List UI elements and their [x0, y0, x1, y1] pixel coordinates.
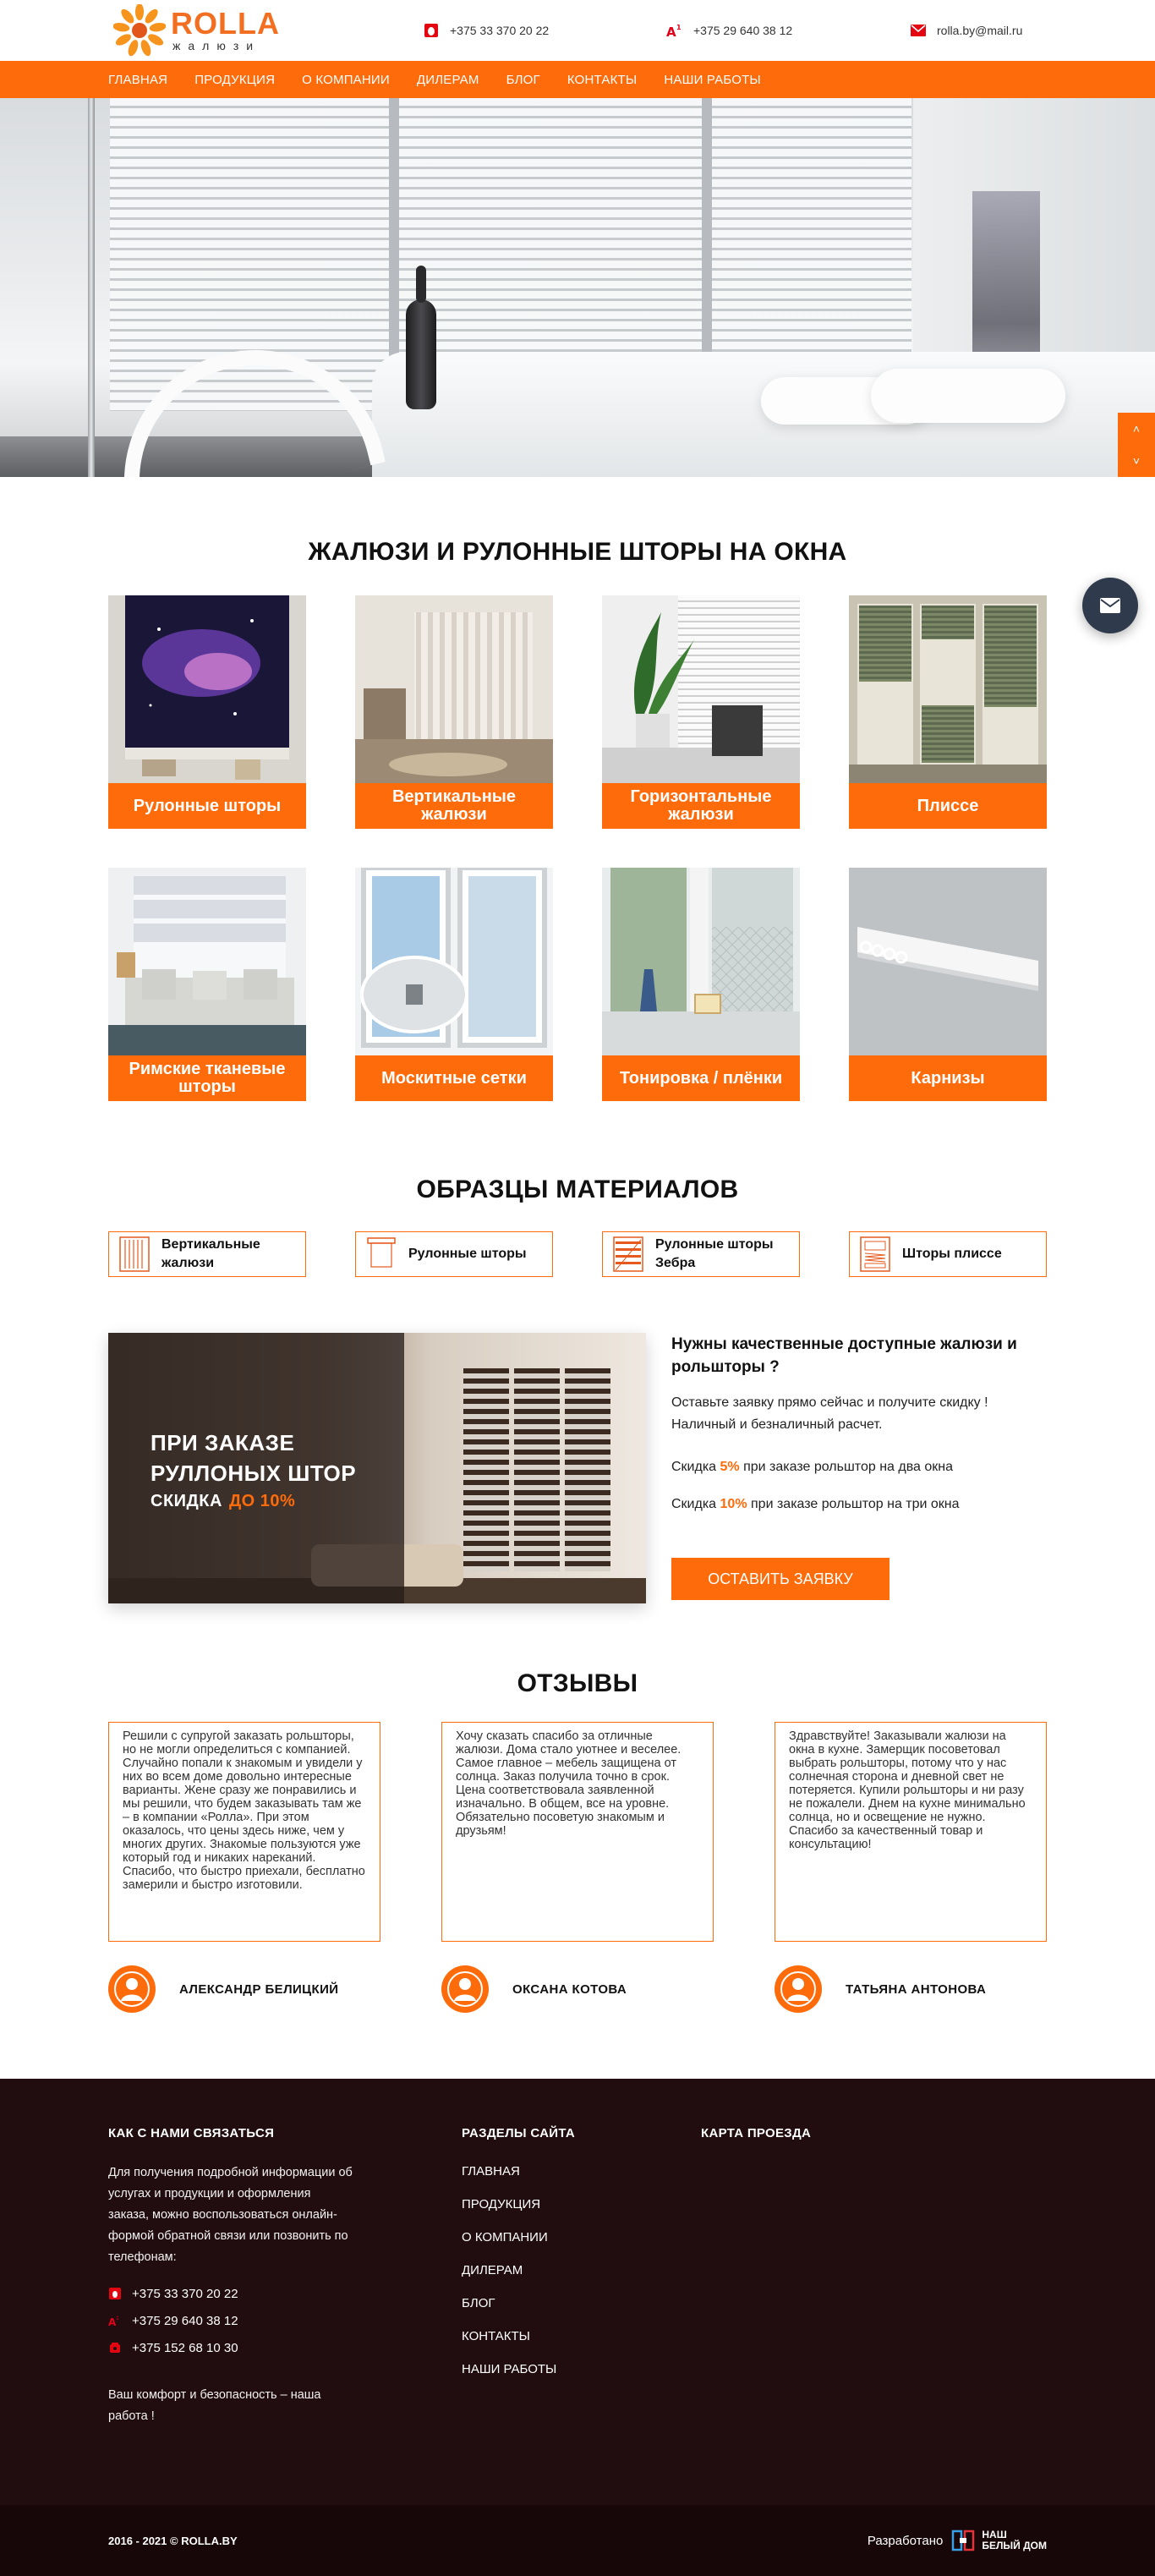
avatar-icon [775, 1965, 822, 2013]
footer-link-dealers[interactable]: ДИЛЕРАМ [462, 2263, 523, 2277]
discount-value: 5% [720, 1460, 740, 1474]
product-card-label: Карнизы [849, 1055, 1047, 1101]
slider-up-arrow-icon[interactable]: ˄ [1132, 422, 1141, 436]
review-text: Здравствуйте! Заказывали жалюзи на окна в кухне. Замерщик посоветовал выбрать рольшторы, потому что у нас солнечная сторона и дневной свет не потеряется. Купили рольшторы и ни разу не пожалели. Днем на кухне минимально солнца, но и освещение не нужно. Спасибо за качественный товар и консультацию! [775, 1722, 1047, 1942]
product-card-label: Москитные сетки [355, 1055, 553, 1101]
mail-icon [910, 22, 927, 39]
samples-section [0, 1176, 1155, 1277]
promo-discount-value: ДО 10% [228, 1492, 296, 1510]
promo-discount-label: СКИДКА [151, 1492, 222, 1510]
product-card-horizontal[interactable] [602, 595, 800, 829]
footer-sections-title: РАЗДЕЛЫ САЙТА [462, 2126, 576, 2140]
roman-blinds-image [108, 868, 306, 1055]
product-card-roller[interactable] [108, 595, 306, 829]
promo-description: Оставьте заявку прямо сейчас и получите скидку ! Наличный и безналичный расчет. [671, 1395, 988, 1432]
sample-vertical[interactable] [108, 1231, 306, 1277]
footer-map [701, 2126, 811, 2427]
slider-controls [1118, 413, 1155, 477]
zebra-blinds-icon [613, 1236, 643, 1272]
svg-text:A: A [666, 25, 676, 38]
footer-phones [108, 2280, 462, 2361]
review-author-name: АЛЕКСАНДР БЕЛИЦКИЙ [179, 1981, 339, 1997]
footer-phone-mts[interactable] [108, 2280, 462, 2307]
footer-phone-a1[interactable] [108, 2307, 462, 2334]
envelope-icon [1100, 598, 1120, 613]
roller-blinds-icon [366, 1236, 397, 1272]
product-card-label: Римские тканевые шторы [108, 1055, 306, 1101]
review-author-name: ТАТЬЯНА АНТОНОВА [846, 1981, 987, 1997]
svg-text:A: A [108, 2316, 117, 2327]
product-card-mosquito[interactable] [355, 868, 553, 1101]
product-card-tinting[interactable] [602, 868, 800, 1101]
sample-label: Рулонные шторы [408, 1247, 527, 1261]
footer-link-home[interactable]: ГЛАВНАЯ [462, 2164, 520, 2179]
plisse-image [849, 595, 1047, 783]
review-card [108, 1722, 380, 2013]
plisse-blinds-icon [860, 1236, 890, 1272]
chat-mail-button[interactable] [1082, 578, 1138, 633]
developer-name-line1: НАШ [982, 2529, 1007, 2540]
product-card-label: Горизонтальные жалюзи [602, 783, 800, 829]
product-card-label: Плиссе [849, 783, 1047, 829]
reviews-section [0, 1669, 1155, 2013]
a1-icon [666, 22, 683, 39]
svg-text:1: 1 [676, 24, 682, 31]
footer-link-blog[interactable]: БЛОГ [462, 2296, 495, 2310]
promo-heading: Нужны качественные доступные жалюзи и рольшторы ? [671, 1335, 1017, 1376]
copyright: 2016 - 2021 © ROLLA.BY [108, 2534, 238, 2547]
menu-item-our-works[interactable]: НАШИ РАБОТЫ [664, 72, 761, 87]
header-phone1: +375 33 370 20 22 [450, 24, 550, 37]
product-card-label: Тонировка / плёнки [602, 1055, 800, 1101]
developer-logo-icon [951, 2529, 975, 2551]
review-text: Хочу сказать спасибо за отличные жалюзи. Дома стало уютнее и веселее. Самое главное – мебель защищена от солнца. Заказ получила точно в срок. Цена соответствовала заявленной изначально. В общем, все на уровне. Обязательно посоветую знакомым и друзьям! [441, 1722, 714, 1942]
review-author [775, 1965, 1047, 2013]
menu-item-contacts[interactable]: КОНТАКТЫ [567, 72, 638, 87]
footer-link-our-works[interactable]: НАШИ РАБОТЫ [462, 2362, 557, 2376]
sample-plisse[interactable] [849, 1231, 1047, 1277]
logo[interactable] [108, 4, 413, 57]
footer-contacts-title: КАК С НАМИ СВЯЗАТЬСЯ [108, 2126, 275, 2140]
footer-slogan: Ваш комфорт и безопасность – наша работа ! [108, 2388, 321, 2423]
promo-blind [565, 1368, 610, 1571]
promo-banner-line1: ПРИ ЗАКАЗЕ [151, 1430, 295, 1455]
promo-blind [514, 1368, 560, 1571]
footer-phone-landline[interactable] [108, 2334, 462, 2361]
header-phone-mts[interactable] [423, 22, 549, 39]
promo-banner[interactable] [108, 1333, 646, 1603]
product-card-roman[interactable] [108, 868, 306, 1101]
review-author-name: ОКСАНА КОТОВА [512, 1981, 627, 1997]
promo-banner-text [151, 1428, 356, 1488]
sun-logo-icon [113, 4, 166, 57]
promo-discount-three-windows [671, 1494, 1047, 1515]
footer-phone-text: +375 152 68 10 30 [132, 2340, 238, 2355]
product-card-plisse[interactable] [849, 595, 1047, 829]
menu-item-products[interactable]: ПРОДУКЦИЯ [194, 72, 276, 87]
review-card [441, 1722, 714, 2013]
promo-discount-two-windows [671, 1456, 1047, 1478]
promo-section [108, 1333, 1047, 1603]
product-card-label: Рулонные шторы [108, 783, 306, 829]
promo-banner-discount [151, 1492, 295, 1511]
footer-contacts [108, 2126, 462, 2427]
promo-banner-line2: РУЛЛОНЫХ ШТОР [151, 1461, 357, 1486]
review-card [775, 1722, 1047, 2013]
vertical-blinds-image [355, 595, 553, 783]
review-author [441, 1965, 714, 2013]
menu-item-dealers[interactable]: ДИЛЕРАМ [416, 72, 479, 87]
sample-zebra[interactable] [602, 1231, 800, 1277]
logo-subtitle: жалюзи [172, 39, 261, 52]
avatar-icon [441, 1965, 489, 2013]
product-card-cornices[interactable] [849, 868, 1047, 1101]
review-author [108, 1965, 380, 2013]
hero-slider [0, 98, 1155, 477]
footer-phone-text: +375 33 370 20 22 [132, 2286, 238, 2301]
footer-bottom-bar [0, 2505, 1155, 2576]
horizontal-blinds-image [602, 595, 800, 783]
sample-label: Шторы плиссе [902, 1247, 1002, 1261]
header-email[interactable] [910, 22, 1022, 39]
a1-icon [108, 2314, 122, 2327]
logo-title: ROLLA [171, 6, 280, 41]
developer-name-line2: БЕЛЫЙ ДОМ [982, 2540, 1047, 2551]
mts-icon [423, 22, 440, 39]
header-email-text: rolla.by@mail.ru [937, 24, 1023, 37]
product-card-vertical[interactable] [355, 595, 553, 829]
product-card-label: Вертикальные жалюзи [355, 783, 553, 829]
roller-blinds-image [108, 595, 306, 783]
tinting-films-image [602, 868, 800, 1055]
developer-credit[interactable] [868, 2529, 1047, 2551]
sample-label: Вертикальные жалюзи [161, 1237, 260, 1270]
review-text: Решили с супругой заказать рольшторы, но не могли определиться с компанией. Случайно попали к знакомым и увидели у них во всем доме довольно интересные варианты. Жене сразу же понравились и мы решили, что будем заказывать там же – в компании «Ролла». При этом оказалось, что цены здесь ниже, чем у многих других. Знакомые пользуются уже который год и никаких нареканий. Спасибо, что быстро приехали, бесплатно замерили и быстро изготовили. [108, 1722, 380, 1942]
developed-by-label: Разработано [867, 2533, 944, 2548]
sample-label: Рулонные шторы Зебра [655, 1237, 774, 1270]
main-menu [0, 61, 1155, 98]
hero-lamp [88, 98, 95, 477]
site-header [0, 0, 1155, 98]
footer-map-title: КАРТА ПРОЕЗДА [701, 2126, 812, 2140]
menu-item-blog[interactable]: БЛОГ [506, 72, 540, 87]
footer-link-contacts[interactable]: КОНТАКТЫ [462, 2329, 530, 2343]
discount-prefix: Скидка [671, 1497, 720, 1511]
svg-text:1: 1 [116, 2316, 119, 2321]
footer-contacts-text: Для получения подробной информации об услугах и продукции и оформления заказа, можно воспользоваться онлайн-формой обратной связи или позвонить по телефонам: [108, 2166, 353, 2264]
discount-prefix: Скидка [671, 1460, 720, 1474]
developer-name [982, 2529, 1047, 2551]
discount-value: 10% [720, 1497, 747, 1511]
cornices-image [849, 868, 1047, 1055]
reviews-title: ОТЗЫВЫ [517, 1669, 638, 1697]
menu-item-home[interactable]: ГЛАВНАЯ [108, 72, 168, 87]
products-title: ЖАЛЮЗИ И РУЛОННЫЕ ШТОРЫ НА ОКНА [308, 538, 847, 566]
discount-suffix: при заказе рольштор на три окна [747, 1497, 960, 1511]
hero-vase [406, 299, 436, 409]
avatar-icon [108, 1965, 156, 2013]
header-phone2: +375 29 640 38 12 [693, 24, 793, 37]
promo-text [671, 1333, 1047, 1603]
footer-link-about[interactable]: О КОМПАНИИ [462, 2230, 548, 2244]
menu-item-about[interactable]: О КОМПАНИИ [302, 72, 390, 87]
promo-overlay [108, 1333, 404, 1603]
footer-sections [462, 2126, 701, 2427]
site-footer [0, 2079, 1155, 2505]
mts-icon [108, 2287, 122, 2300]
leave-request-button[interactable]: ОСТАВИТЬ ЗАЯВКУ [671, 1558, 890, 1600]
slider-down-arrow-icon[interactable]: ˅ [1132, 454, 1141, 468]
samples-title: ОБРАЗЦЫ МАТЕРИАЛОВ [416, 1176, 739, 1203]
header-phone-a1[interactable] [666, 22, 792, 39]
products-section [0, 477, 1155, 1101]
hero-pillow [871, 369, 1065, 423]
sample-roller[interactable] [355, 1231, 553, 1277]
discount-suffix: при заказе рольштор на два окна [739, 1460, 954, 1474]
mosquito-nets-image [355, 868, 553, 1055]
phone-icon [108, 2341, 122, 2354]
footer-link-products[interactable]: ПРОДУКЦИЯ [462, 2197, 541, 2212]
footer-phone-text: +375 29 640 38 12 [132, 2313, 238, 2328]
vertical-blinds-icon [119, 1236, 150, 1272]
promo-blind [463, 1368, 509, 1571]
top-bar [0, 0, 1155, 61]
